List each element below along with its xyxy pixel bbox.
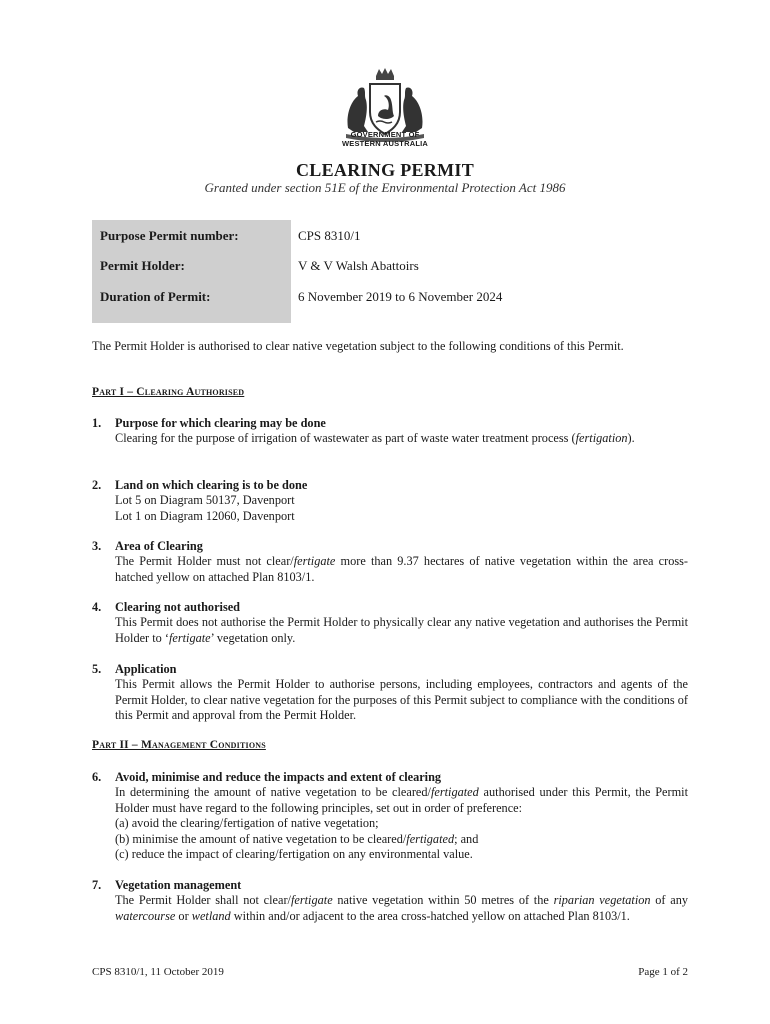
permit-number-label: Purpose Permit number: [100, 228, 239, 243]
footer-page-number: Page 1 of 2 [638, 966, 688, 978]
condition-heading: Area of Clearing [115, 539, 203, 553]
land-line-2: Lot 1 on Diagram 12060, Davenport [115, 508, 295, 523]
condition-text: The Permit Holder must not clear/fertigate more than 9.37 hectares of native vegetation within the area cross-hatched yellow on attached Plan 8103/1. [115, 554, 689, 584]
permit-details-table [92, 220, 692, 323]
condition-heading: Purpose for which clearing may be done [115, 416, 326, 430]
condition-heading: Land on which clearing is to be done [115, 478, 308, 492]
principle-c: (c) reduce the impact of clearing/fertigation on any environmental value. [115, 847, 473, 862]
permit-duration-value: 6 November 2019 to 6 November 2024 [298, 289, 503, 304]
condition-number: 3. [92, 539, 102, 553]
condition-1 [92, 416, 688, 447]
condition-number: 4. [92, 600, 102, 614]
condition-3 [92, 539, 688, 585]
condition-text: Clearing for the purpose of irrigation of wastewater as part of waste water treatment process (fertigation). [115, 431, 635, 446]
permit-holder-value: V & V Walsh Abattoirs [298, 258, 419, 273]
condition-heading: Application [115, 662, 177, 676]
government-label [300, 131, 470, 148]
condition-4 [92, 600, 688, 646]
permit-holder-label: Permit Holder: [100, 258, 185, 273]
condition-number: 7. [92, 878, 102, 892]
condition-2 [92, 478, 688, 524]
land-line-1: Lot 5 on Diagram 50137, Davenport [115, 493, 295, 508]
page-subtitle: Granted under section 51E of the Environmental Protection Act 1986 [204, 180, 566, 195]
condition-6 [92, 770, 688, 862]
condition-5 [92, 662, 688, 724]
part-2-heading: Part II – Management Conditions [92, 739, 266, 751]
condition-heading: Avoid, minimise and reduce the impacts and extent of clearing [115, 770, 442, 784]
condition-heading: Clearing not authorised [115, 600, 241, 614]
gov-line-1: GOVERNMENT OF [350, 130, 420, 139]
condition-heading: Vegetation management [115, 878, 242, 892]
principle-a: (a) avoid the clearing/fertigation of native vegetation; [115, 816, 379, 831]
principle-b: (b) minimise the amount of native vegetation to be cleared/fertigated; and [115, 831, 479, 846]
condition-text: This Permit does not authorise the Permit Holder to physically clear any native vegetation and authorises the Permit Holder to ‘fertigate’ vegetation only. [115, 615, 688, 645]
part-1-heading: Part I – Clearing Authorised [92, 386, 245, 398]
condition-number: 2. [92, 478, 102, 492]
gov-line-2: WESTERN AUSTRALIA [341, 138, 429, 148]
condition-text: In determining the amount of native vegetation to be cleared/fertigated authorised under this Permit, the Permit Holder must have regard to the following principles, set out in order of preference: [115, 785, 688, 815]
condition-7 [92, 878, 688, 924]
condition-text: This Permit allows the Permit Holder to authorise persons, including employees, contractors and agents of the Permit Holder, to clear native vegetation for the purposes of this Permit subject to compliance with the conditions of this Permit and approval from the Permit Holder. [115, 677, 688, 723]
condition-number: 1. [92, 416, 102, 430]
permit-duration-label: Duration of Permit: [100, 289, 211, 304]
permit-number-value: CPS 8310/1 [298, 228, 361, 243]
footer-reference: CPS 8310/1, 11 October 2019 [92, 966, 224, 978]
page-title: CLEARING PERMIT [295, 160, 474, 180]
intro-paragraph: The Permit Holder is authorised to clear native vegetation subject to the following conditions of this Permit. [92, 339, 624, 353]
condition-number: 6. [92, 770, 102, 784]
condition-number: 5. [92, 662, 102, 676]
condition-text: The Permit Holder shall not clear/fertigate native vegetation within 50 metres of the riparian vegetation of any watercourse or wetland within and/or adjacent to the area cross-hatched yellow on attached Plan 8103/1. [115, 893, 689, 923]
